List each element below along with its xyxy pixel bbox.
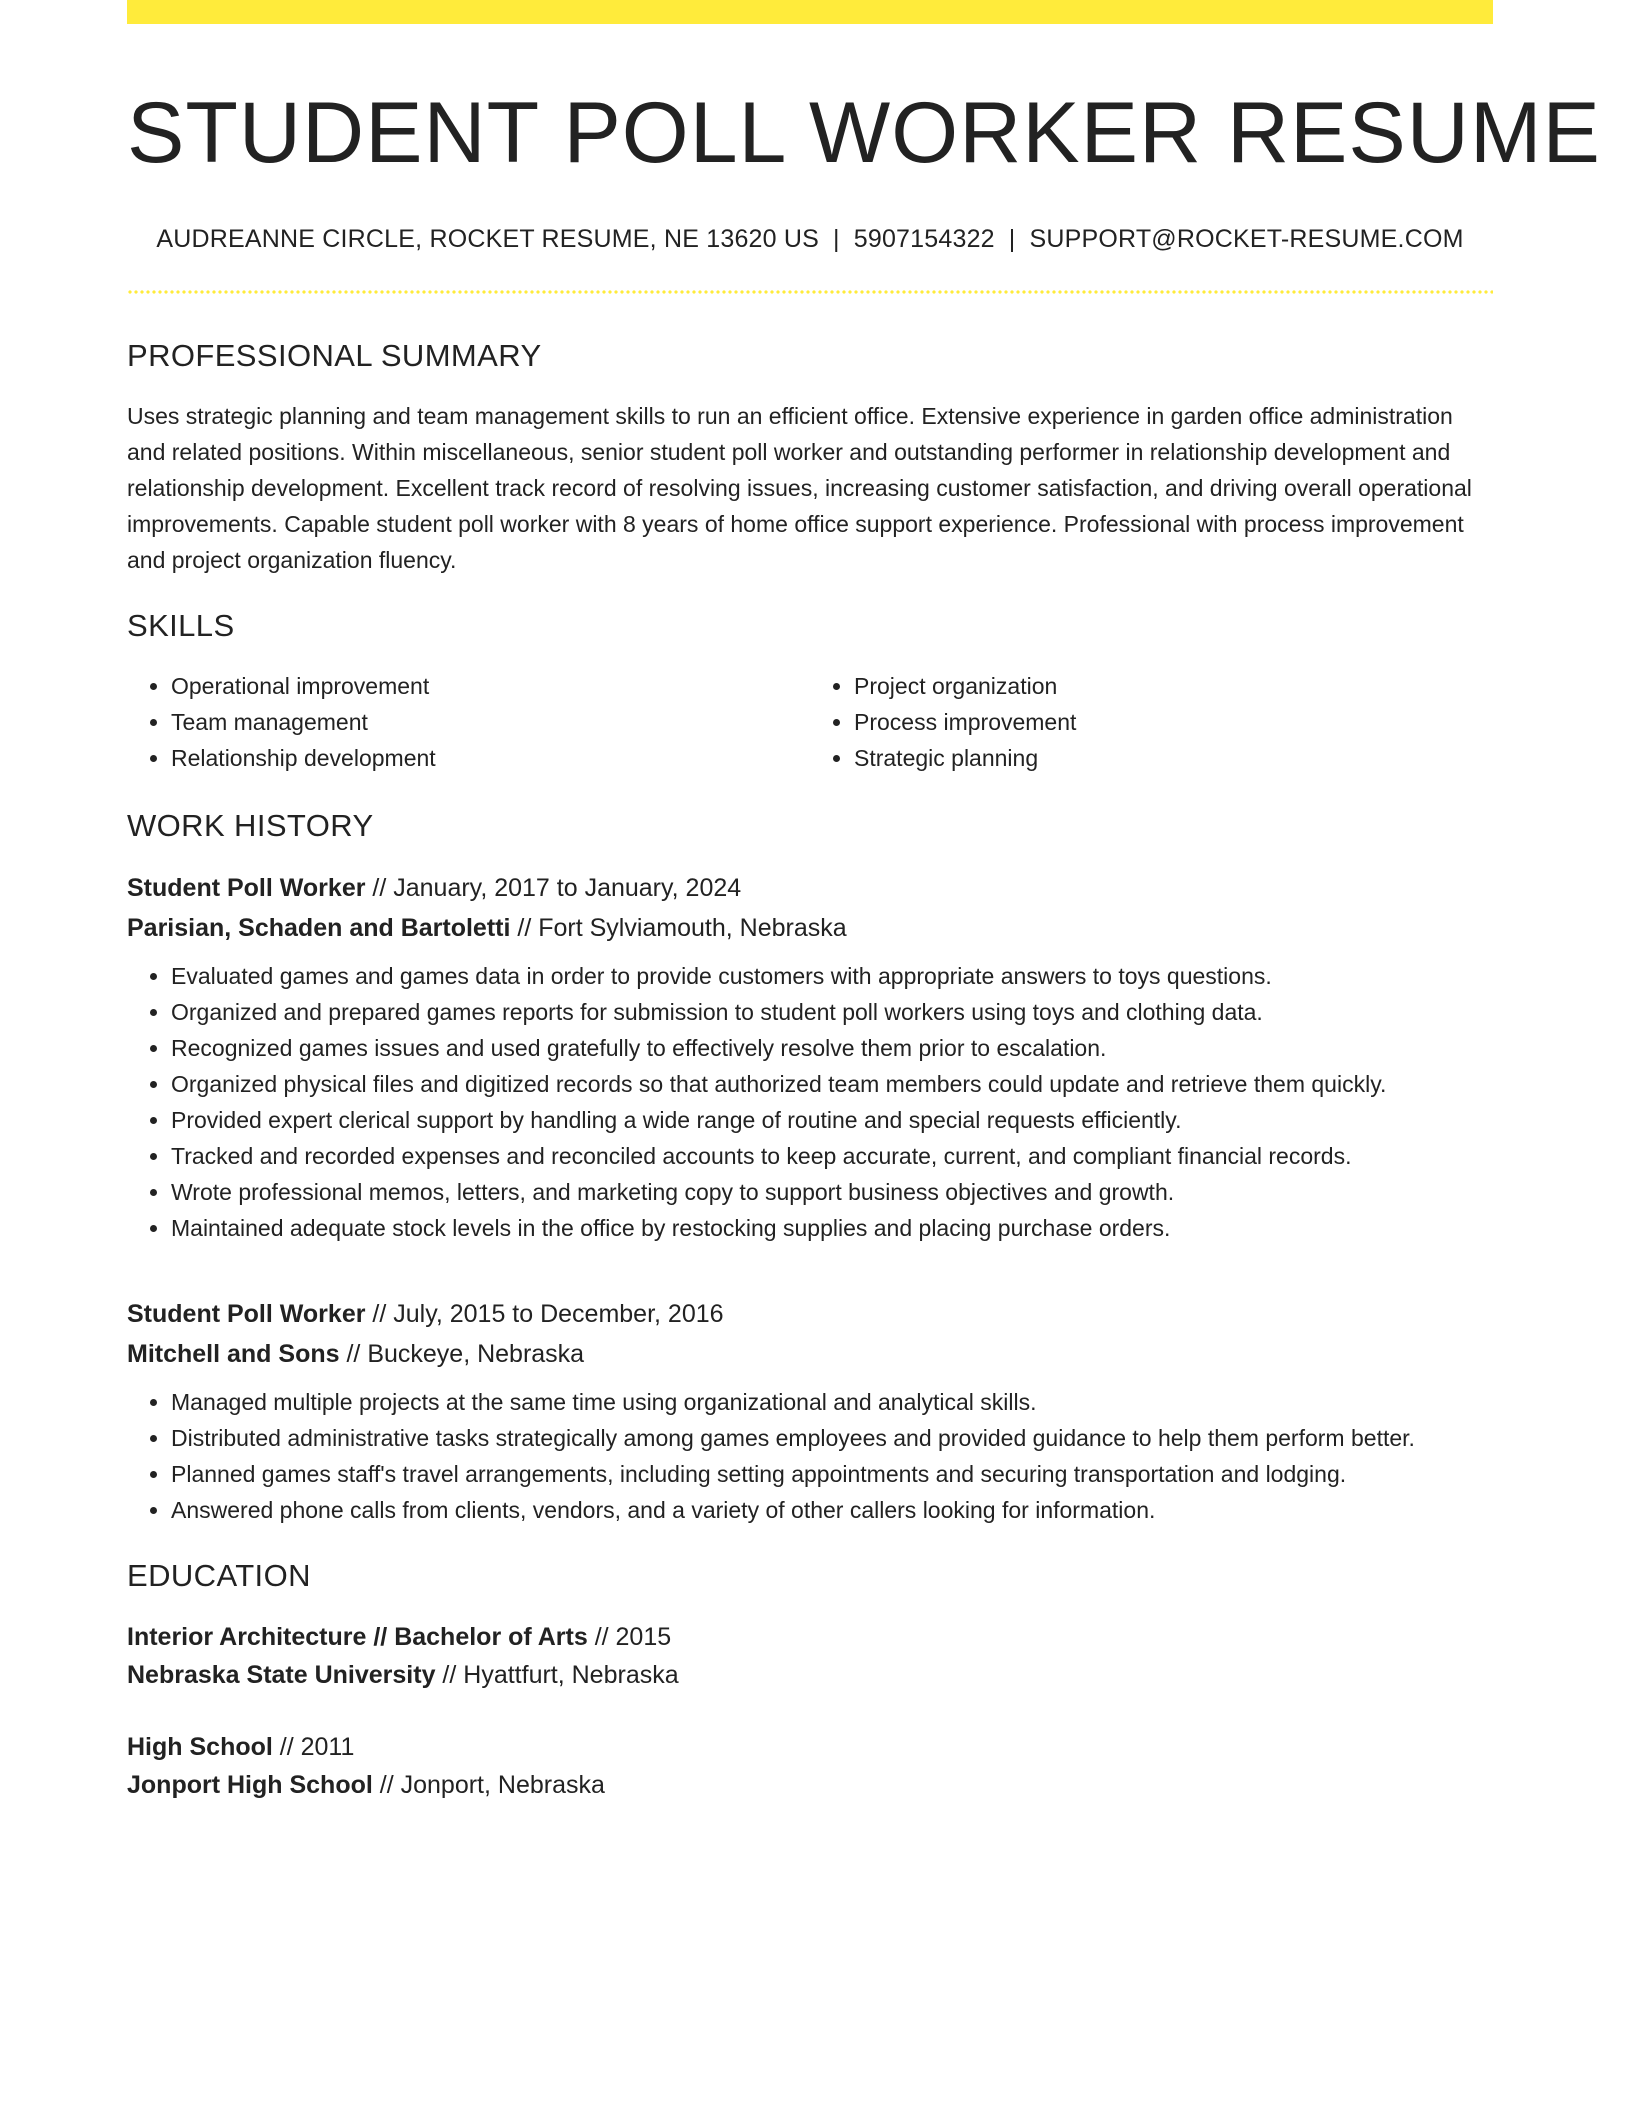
- education-school: Jonport High School: [127, 1771, 373, 1800]
- job-company: Parisian, Schaden and Bartoletti: [127, 914, 511, 943]
- contact-line: [127, 225, 1493, 254]
- education-degree-line: [127, 1618, 1493, 1656]
- job-bullet: • Provided expert clerical support by handling a wide range of routine and special requests efficiently.: [171, 1102, 1493, 1138]
- job-dates: // January, 2017 to January, 2024: [365, 874, 742, 903]
- top-accent-bar: [127, 0, 1493, 24]
- education-degree: High School: [127, 1733, 273, 1762]
- skill-item: • Process improvement: [854, 704, 1493, 740]
- education-year: // 2015: [587, 1623, 672, 1652]
- job-bullet: • Planned games staff's travel arrangements, including setting appointments and securing transportation and lodging.: [171, 1456, 1493, 1492]
- skills-heading: SKILLS: [127, 608, 235, 644]
- job-location: // Fort Sylviamouth, Nebraska: [510, 914, 847, 943]
- contact-phone: 5907154322: [853, 225, 995, 254]
- skills-column-right: [810, 668, 1493, 776]
- job-bullet: • Managed multiple projects at the same time using organizational and analytical skills.: [171, 1384, 1493, 1420]
- job-role-line: [127, 1294, 1493, 1334]
- skill-item: • Project organization: [854, 668, 1493, 704]
- skill-item: • Team management: [171, 704, 810, 740]
- job-bullet: • Maintained adequate stock levels in the office by restocking supplies and placing purchase orders.: [171, 1210, 1493, 1246]
- job-bullet: • Evaluated games and games data in order to provide customers with appropriate answers to toys questions.: [171, 958, 1493, 994]
- job-company-line: [127, 1334, 1493, 1374]
- skills-column-left: [127, 668, 810, 776]
- resume-page: [127, 0, 1601, 1804]
- job-entry: [127, 1294, 1493, 1528]
- job-bullet: • Wrote professional memos, letters, and marketing copy to support business objectives and growth.: [171, 1174, 1493, 1210]
- contact-separator: |: [1008, 225, 1016, 254]
- resume-title: STUDENT POLL WORKER RESUME: [127, 85, 1601, 181]
- job-bullet: • Tracked and recorded expenses and reconciled accounts to keep accurate, current, and compliant financial records.: [171, 1138, 1493, 1174]
- job-role: Student Poll Worker: [127, 1300, 366, 1329]
- job-role-line: [127, 868, 1493, 908]
- education-degree-line: [127, 1728, 1493, 1766]
- job-role: Student Poll Worker: [127, 874, 366, 903]
- contact-address: AUDREANNE CIRCLE, ROCKET RESUME, NE 13620 US: [156, 225, 820, 254]
- education-degree: Interior Architecture // Bachelor of Arts: [127, 1623, 588, 1652]
- skill-item: • Operational improvement: [171, 668, 810, 704]
- job-bullet: • Distributed administrative tasks strategically among games employees and provided guidance to help them perform better.: [171, 1420, 1493, 1456]
- job-bullet: • Recognized games issues and used gratefully to effectively resolve them prior to escalation.: [171, 1030, 1493, 1066]
- job-company: Mitchell and Sons: [127, 1340, 340, 1369]
- skill-item: • Strategic planning: [854, 740, 1493, 776]
- skills-list: [127, 668, 1493, 776]
- education-entry: [127, 1618, 1493, 1694]
- summary-heading: PROFESSIONAL SUMMARY: [127, 338, 542, 374]
- job-bullet: • Organized and prepared games reports for submission to student poll workers using toys and clothing data.: [171, 994, 1493, 1030]
- job-bullets: [127, 958, 1493, 1246]
- education-school-line: [127, 1656, 1493, 1694]
- education-school: Nebraska State University: [127, 1661, 436, 1690]
- job-bullets: [127, 1384, 1493, 1528]
- dotted-divider: [127, 290, 1493, 294]
- job-entry: [127, 868, 1493, 1246]
- summary-text: Uses strategic planning and team management skills to run an efficient office. Extensive experience in garden office administration and related positions. Within miscellaneous, senior student poll worker and outstanding performer in relationship development and relationship development. Excellent track record of resolving issues, increasing customer satisfaction, and driving overall operational improvements. Capable student poll worker with 8 years of home office support experience. Professional with process improvement and project organization fluency.: [127, 403, 1472, 574]
- contact-email: SUPPORT@ROCKET-RESUME.COM: [1029, 225, 1464, 254]
- work-history-heading: WORK HISTORY: [127, 808, 374, 844]
- job-location: // Buckeye, Nebraska: [339, 1340, 585, 1369]
- education-year: // 2011: [272, 1733, 355, 1762]
- skill-item: • Relationship development: [171, 740, 810, 776]
- education-location: // Hyattfurt, Nebraska: [435, 1661, 679, 1690]
- contact-separator: |: [833, 225, 840, 254]
- job-company-line: [127, 908, 1493, 948]
- job-bullet: • Answered phone calls from clients, vendors, and a variety of other callers looking for information.: [171, 1492, 1493, 1528]
- education-heading: EDUCATION: [127, 1558, 311, 1594]
- job-dates: // July, 2015 to December, 2016: [365, 1300, 724, 1329]
- education-location: // Jonport, Nebraska: [372, 1771, 605, 1800]
- education-school-line: [127, 1766, 1493, 1804]
- job-bullet: • Organized physical files and digitized records so that authorized team members could update and retrieve them quickly.: [171, 1066, 1493, 1102]
- education-entry: [127, 1728, 1493, 1804]
